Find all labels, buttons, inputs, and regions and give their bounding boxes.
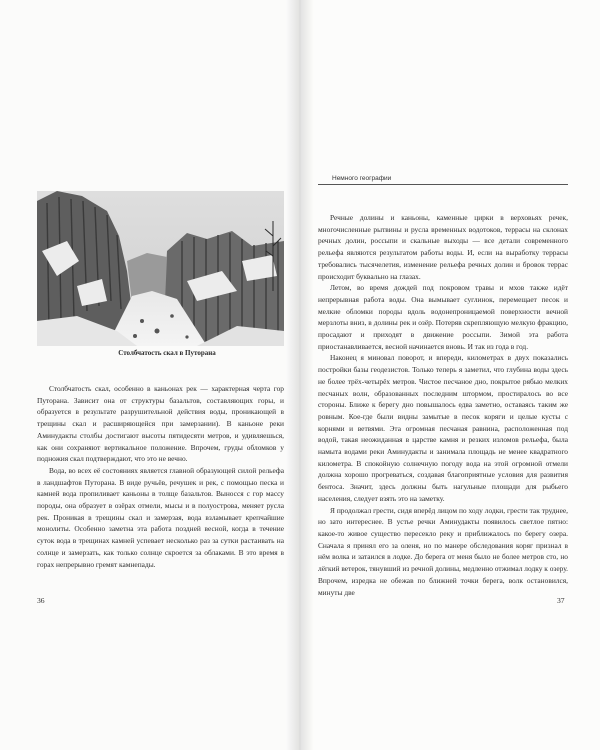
photo-caption: Столбчатость скал в Путорана (118, 349, 216, 357)
page-number-right: 37 (557, 596, 565, 605)
running-head-text: Немного географии (332, 175, 392, 182)
paragraph: Я продолжал грести, сидя вперёд лицом по ходу лодки, грести так труднее, но зато интереснее. В устье речки Аминудакты появилось светлое пятно: какое-то живое существо пересекло реку и приближалось по берегу озера. Сначала я принял его за оленя, но по манере обследования коряг признал в нём волка и затаился в лодке. До берега от меня было не более метров сто, но лёгкий ветерок, тянувший из речной долины, медленно отжимал лодку к озеру. Впрочем, изредка не обежав по ближней точки берега, волк остановился, минуты две (318, 505, 568, 597)
paragraph: Вода, во всех её состояниях является главной образующей силой рельефа в ландшафтов Путорана. В виде ручьёв, речушек и рек, с помощью песка и камней вода пропиливает каньоны в толще базальтов. Выносся с гор массу породы, она образует в озёрах отмели, мысы и в полуострова, меняет русла рек. Проникая в трещины скал и замерзая, вода взламывает крепчайшие монолиты. Особенно заметна эта работа поздней весной, когда в течение суток вода в трещинах камней успевает несколько раз за сутки растаивать на солнце и замерзать, как только солнце скроется за облаками. В это время в горах непрерывно гремят камнепады. (37, 465, 284, 569)
right-page-text (318, 212, 568, 598)
paragraph: Столбчатость скал, особенно в каньонах рек — характерная черта гор Путорана. Зависит она от структуры базальтов, составляющих горы, и образуется в результате разрушительной действия воды, проникающей в трещины скал и расширяющейся при замерзании). В каньоне реки Аминудакты столбы достигают высоты пятидесяти метров, и удивляешься, как они сохраняют вертикальное положение. Впрочем, груды обломков у подножия скал подтверждают, что это не вечно. (37, 384, 284, 464)
running-head (318, 175, 568, 185)
page-number-left: 36 (37, 596, 45, 605)
paragraph: Летом, во время дождей под покровом травы и мхов также идёт непрерывная работа воды. Она вымывает суглинок, перемещает песок и мелкие обломки породы вдоль водонепроницаемой поверхности вечной мерзлоты вниз, в долины рек и озёр. Потеряв скрепляющую мелкую фракцию, просадают и приходят в движение россыпи. Зимой эта работа приостанавливается, весной начинается вновь. И так из года в год. (318, 283, 568, 351)
paragraph: Наконец я миновал поворот, и впереди, километрах в двух показались постройки базы геодезистов. Только теперь я заметил, что глубина воды здесь не более трёх-четырёх метров. Чистое песчаное дно, покрытое рябью мелких песчаных волн, образованных последним штормом, простиралось во все стороны. Ближе к берегу дно повышалось едва заметно, оставаясь таким же ровным. Кое-где были видны замытые в песок коряги и целые кусты с корнями и ветвями. Эта огромная песчаная равнина, расположенная под водой, такая неожиданная в царстве камня и резких изломов рельефа, была намыта водами реки Аминудакты и занимала площадь не менее квадратного километра. В спокойную солнечную погоду вода на этой огромной отмели должна хорошо прогреваться, создавая благоприятные условия для развития бентоса. Значит, здесь должны быть нагульные площади для рыбьего населения, следует взять это на заметку. (318, 353, 568, 503)
paragraph: Речные долины и каньоны, каменные цирки в верховьях речек, многочисленные рытвины и русла временных водотоков, террасы на склонах речных долин, россыпи и скальные выходы — все детали современного рельефа являются результатом работы воды. И, если на выработку террасы требовались тысячелетия, изменение рельефа речных долин и бровок террас происходит буквально на глазах. (318, 213, 568, 281)
book-gutter (286, 0, 314, 750)
left-page-text (37, 383, 284, 570)
basalt-columns-photo (37, 191, 284, 346)
